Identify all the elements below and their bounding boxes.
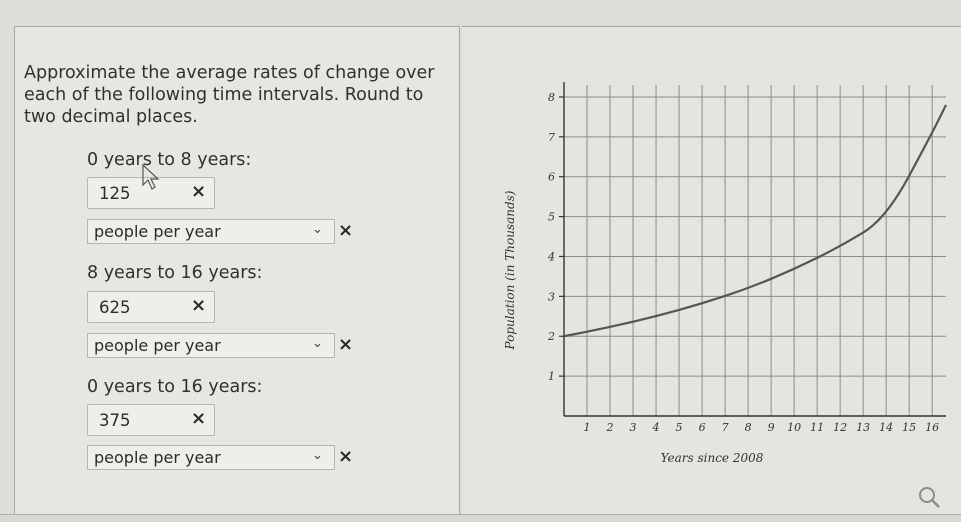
incorrect-icon: × [338,446,354,467]
y-tick-label: 5 [548,210,555,224]
chevron-down-icon: ⌄ [312,222,323,237]
x-tick-label: 3 [629,421,637,434]
y-tick-label: 2 [548,330,555,344]
unit-value-1: people per year [94,222,221,241]
incorrect-icon: × [338,334,354,355]
incorrect-icon: × [338,220,354,241]
x-tick-label: 6 [698,421,706,434]
x-tick-label: 11 [810,421,825,434]
graph-grid [564,85,946,416]
x-tick-label: 9 [767,421,775,434]
graph-axes [564,82,946,416]
x-tick-label: 10 [787,421,802,434]
x-tick-label: 13 [856,421,871,434]
chevron-down-icon: ⌄ [312,448,323,463]
chevron-down-icon: ⌄ [312,336,323,351]
x-tick-label: 1 [583,421,591,434]
x-tick-label: 14 [879,421,894,434]
unit-value-3: people per year [94,448,221,467]
x-axis-label: Years since 2008 [660,451,764,465]
y-tick-label: 3 [548,290,555,304]
x-tick-label: 2 [606,421,614,434]
graph-ticks [547,91,939,434]
incorrect-icon: × [191,181,207,202]
y-tick-label: 8 [548,90,555,104]
y-tick-label: 4 [548,250,555,264]
x-tick-label: 8 [744,421,752,434]
x-tick-label: 7 [721,421,729,434]
population-curve [564,105,946,336]
interval-label-2: 8 years to 16 years: [87,263,263,283]
x-tick-label: 16 [925,421,940,434]
interval-label-1: 0 years to 8 years: [87,150,252,170]
x-tick-label: 12 [833,421,848,434]
answer-value-3: 375 [99,411,131,430]
y-axis-label: Population (in Thousands) [503,190,517,350]
x-tick-label: 5 [675,421,683,434]
x-tick-label: 15 [902,421,917,434]
y-tick-label: 6 [548,170,555,184]
x-tick-label: 4 [652,421,660,434]
search-icon[interactable] [915,483,943,511]
incorrect-icon: × [191,408,207,429]
incorrect-icon: × [191,295,207,316]
interval-label-3: 0 years to 16 years: [87,377,263,397]
question-instructions: Approximate the average rates of change over each of the following time intervals. Round to two decimal places. [24,63,435,127]
unit-value-2: people per year [94,336,221,355]
answer-value-2: 625 [99,298,131,317]
y-tick-label: 1 [548,370,555,384]
y-tick-label: 7 [548,130,555,144]
answer-value-1: 125 [99,184,131,203]
